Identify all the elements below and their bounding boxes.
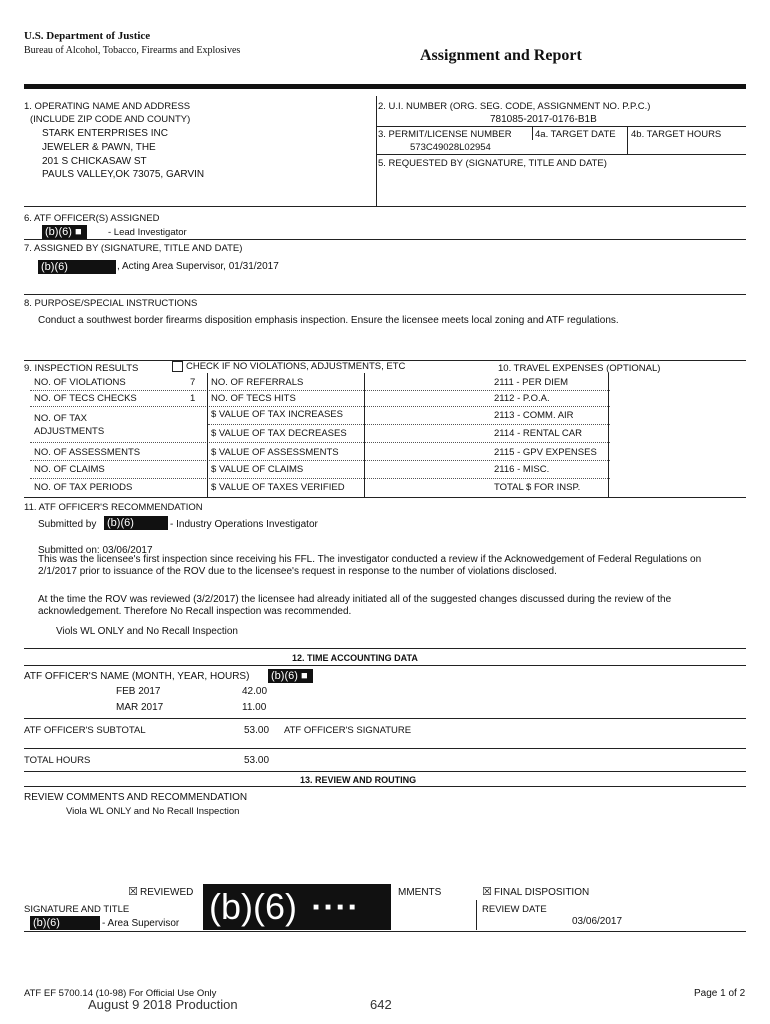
officer-name-label: ATF OFFICER'S NAME (MONTH, YEAR, HOURS) bbox=[24, 671, 250, 682]
operating-name-1: STARK ENTERPRISES INC bbox=[42, 128, 168, 139]
row-middle: $ VALUE OF TAXES VERIFIED bbox=[211, 482, 345, 493]
ui-number: 781085-2017-0176-B1B bbox=[490, 114, 597, 125]
row-middle: $ VALUE OF TAX INCREASES bbox=[211, 409, 343, 420]
reviewed-label: REVIEWED bbox=[140, 887, 194, 898]
box2-label: 2. U.I. NUMBER (ORG. SEG. CODE, ASSIGNMENT NO. P.P.C.) bbox=[378, 101, 651, 112]
time-hours-1: 42.00 bbox=[242, 686, 268, 697]
form-number: ATF EF 5700.14 (10-98) For Official Use Only bbox=[24, 988, 217, 999]
recommendation-summary: Viols WL ONLY and No Recall Inspection bbox=[56, 626, 238, 637]
officer-redaction: (b)(6) ■ bbox=[42, 225, 87, 239]
operating-name-2: JEWELER & PAWN, THE bbox=[42, 142, 156, 153]
box10-label: 10. TRAVEL EXPENSES (OPTIONAL) bbox=[498, 363, 661, 374]
box13-label: 13. REVIEW AND ROUTING bbox=[300, 775, 417, 785]
row-label: NO. OF ASSESSMENTS bbox=[34, 447, 141, 458]
box1-sublabel: (INCLUDE ZIP CODE AND COUNTY) bbox=[30, 114, 191, 125]
row-middle: $ VALUE OF ASSESSMENTS bbox=[211, 447, 339, 458]
time-hours-2: 11.00 bbox=[242, 702, 267, 713]
signature-redaction: (b)(6) ■■■■ bbox=[203, 884, 391, 930]
row-middle: $ VALUE OF CLAIMS bbox=[211, 464, 304, 475]
header-rule bbox=[24, 84, 746, 89]
row-middle: NO. OF TECS HITS bbox=[211, 393, 296, 404]
bureau-name: Bureau of Alcohol, Tobacco, Firearms and Explosives bbox=[24, 45, 241, 56]
row-right: 2113 - COMM. AIR bbox=[494, 410, 574, 421]
total-hours-value: 53.00 bbox=[244, 755, 270, 766]
box1-label: 1. OPERATING NAME AND ADDRESS bbox=[24, 101, 191, 112]
subtotal-label: ATF OFFICER'S SUBTOTAL bbox=[24, 725, 146, 736]
row-right: 2111 - PER DIEM bbox=[494, 377, 569, 388]
row-right: 2114 - RENTAL CAR bbox=[494, 428, 582, 439]
submitted-on: Submitted on: 03/06/2017 bbox=[38, 545, 153, 556]
row-label: NO. OF TECS CHECKS bbox=[34, 393, 137, 404]
checked-icon: ☒ bbox=[482, 886, 492, 899]
target-date-label: 4a. TARGET DATE bbox=[535, 129, 616, 140]
bates-number: 642 bbox=[370, 997, 392, 1012]
box3-label: 3. PERMIT/LICENSE NUMBER bbox=[378, 129, 512, 140]
no-violations-checkbox[interactable] bbox=[172, 361, 405, 372]
assigned-by-text: , Acting Area Supervisor, 01/31/2017 bbox=[117, 261, 279, 272]
submitted-by-label: Submitted by bbox=[38, 519, 97, 530]
row-middle: NO. OF REFERRALS bbox=[211, 377, 304, 388]
submitter-redaction: (b)(6) bbox=[104, 516, 168, 530]
production-stamp: August 9 2018 Production bbox=[88, 997, 238, 1012]
box8-label: 8. PURPOSE/SPECIAL INSTRUCTIONS bbox=[24, 298, 198, 309]
page-number: Page 1 of 2 bbox=[694, 988, 746, 999]
operating-address: 201 S CHICKASAW ST bbox=[42, 156, 147, 167]
row-value: 7 bbox=[190, 377, 196, 388]
total-hours-label: TOTAL HOURS bbox=[24, 755, 91, 766]
officer-signature-label: ATF OFFICER'S SIGNATURE bbox=[284, 725, 412, 736]
row-middle: $ VALUE OF TAX DECREASES bbox=[211, 428, 347, 439]
reviewed-checkbox[interactable] bbox=[128, 887, 193, 898]
subtotal-value: 53.00 bbox=[244, 725, 270, 736]
review-date-label: REVIEW DATE bbox=[482, 904, 547, 915]
time-month-2: MAR 2017 bbox=[116, 702, 164, 713]
review-comments-label: REVIEW COMMENTS AND RECOMMENDATION bbox=[24, 792, 248, 803]
comments-tail: MMENTS bbox=[398, 887, 442, 898]
box12-label: 12. TIME ACCOUNTING DATA bbox=[292, 653, 418, 663]
signature-title-label: SIGNATURE AND TITLE bbox=[24, 904, 130, 915]
box5-label: 5. REQUESTED BY (SIGNATURE, TITLE AND DATE) bbox=[378, 158, 607, 169]
review-comments: Viola WL ONLY and No Recall Inspection bbox=[66, 806, 240, 817]
box6-label: 6. ATF OFFICER(S) ASSIGNED bbox=[24, 213, 160, 224]
box7-label: 7. ASSIGNED BY (SIGNATURE, TITLE AND DATE) bbox=[24, 243, 243, 254]
row-right: 2112 - P.O.A. bbox=[494, 393, 550, 404]
assigner-redaction: (b)(6) bbox=[38, 260, 116, 274]
submitter-role: - Industry Operations Investigator bbox=[170, 519, 318, 530]
signature-redaction-text: (b)(6) bbox=[209, 886, 297, 927]
row-right: 2116 - MISC. bbox=[494, 464, 550, 475]
final-disposition-checkbox[interactable] bbox=[482, 887, 589, 898]
row-label: NO. OF VIOLATIONS bbox=[34, 377, 126, 388]
officer-role: - Lead Investigator bbox=[108, 227, 187, 238]
review-date: 03/06/2017 bbox=[572, 916, 623, 927]
row-label: ADJUSTMENTS bbox=[34, 426, 105, 437]
row-label: NO. OF CLAIMS bbox=[34, 464, 105, 475]
box9-label: 9. INSPECTION RESULTS bbox=[24, 363, 139, 374]
row-label: NO. OF TAX PERIODS bbox=[34, 482, 133, 493]
department-name: U.S. Department of Justice bbox=[24, 30, 151, 42]
officer-name-redaction: (b)(6) ■ bbox=[268, 669, 313, 683]
target-hours-label: 4b. TARGET HOURS bbox=[631, 129, 722, 140]
row-right: 2115 - GPV EXPENSES bbox=[494, 447, 597, 458]
permit-number: 573C49028L02954 bbox=[410, 142, 491, 153]
supervisor-title: - Area Supervisor bbox=[102, 918, 180, 929]
box11-label: 11. ATF OFFICER'S RECOMMENDATION bbox=[24, 502, 203, 513]
row-label: NO. OF TAX bbox=[34, 413, 87, 424]
row-value: 1 bbox=[190, 393, 196, 404]
recommendation-para-2: At the time the ROV was reviewed (3/2/2017) the licensee had already initiated all of the suggested changes discussed during the review of the acknowledgement. Therefore No Recall inspection was recommended. bbox=[38, 594, 672, 617]
time-month-1: FEB 2017 bbox=[116, 686, 161, 697]
operating-city: PAULS VALLEY,OK 73075, GARVIN bbox=[42, 169, 205, 180]
form-title: Assignment and Report bbox=[420, 47, 582, 64]
checked-icon: ☒ bbox=[128, 886, 138, 899]
final-disposition-label: FINAL DISPOSITION bbox=[494, 887, 590, 898]
purpose-text: Conduct a southwest border firearms disposition emphasis inspection. Ensure the licensee meets local zoning and ATF regulations. bbox=[38, 315, 619, 326]
checkbox-label: CHECK IF NO VIOLATIONS, ADJUSTMENTS, ETC bbox=[186, 361, 406, 373]
recommendation-para-1: This was the licensee's first inspection since receiving his FFL. The investigator conducted a review if the Acknowedgement of Federal Regulations on 2/1/2017 prior to issuance of the ROV due to the licensee's request in response to the number of violations disclosed. bbox=[38, 554, 702, 577]
checkbox-icon bbox=[172, 361, 183, 372]
row-right: TOTAL $ FOR INSP. bbox=[494, 482, 581, 493]
supervisor-redaction: (b)(6) bbox=[30, 916, 100, 930]
